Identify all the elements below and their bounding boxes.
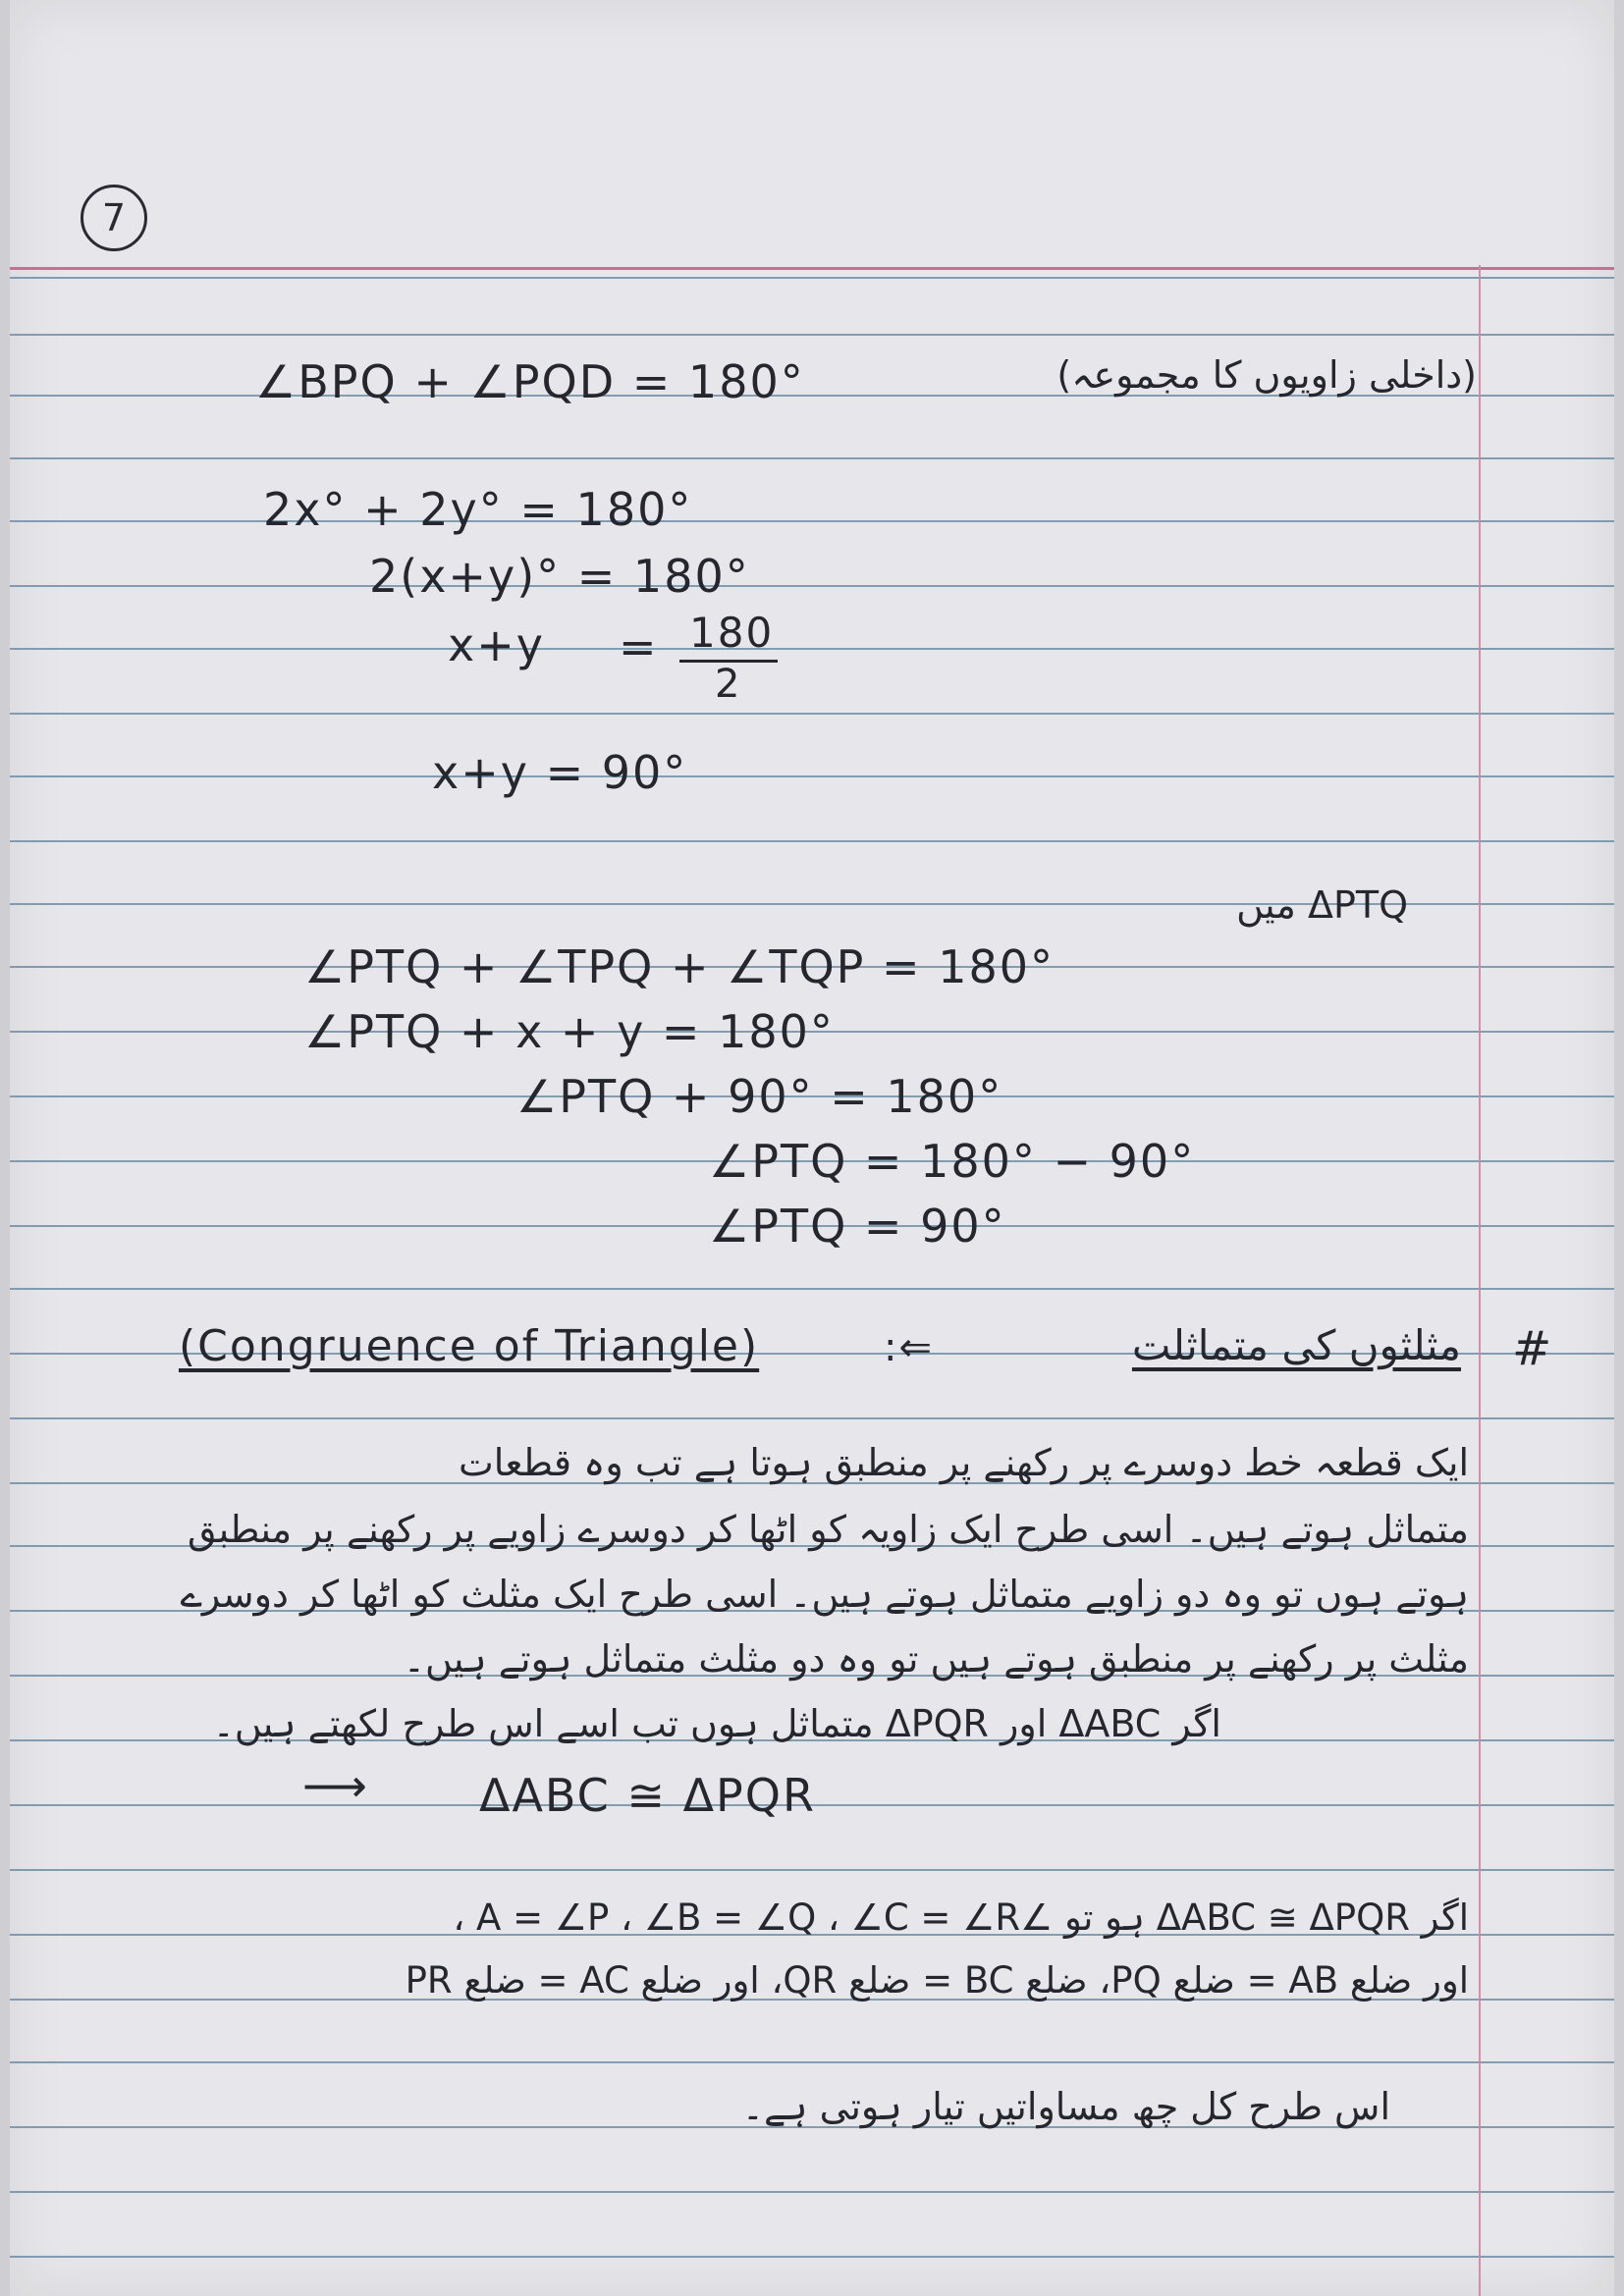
notebook-page bbox=[10, 0, 1614, 2296]
rule-line bbox=[10, 585, 1614, 587]
equation-note: (داخلی زاویوں کا مجموعہ) bbox=[1056, 353, 1477, 397]
equation-equals: = bbox=[619, 620, 659, 673]
margin-line bbox=[1479, 265, 1481, 2296]
equation-lhs: x+y bbox=[448, 618, 545, 671]
header-rule bbox=[10, 267, 1614, 270]
paragraph-line: ہوتے ہوں تو وہ دو زاویے متماثل ہوتے ہیں۔ اسی طرح ایک مثلث کو اٹھا کر دوسرے bbox=[180, 1573, 1469, 1616]
equation-line: 2x° + 2y° = 180° bbox=[263, 483, 693, 536]
sides-line: اور ضلع AB = ضلع PQ، ضلع BC = ضلع QR، اور ضلع AC = ضلع PR bbox=[405, 1959, 1469, 2002]
congruence-statement: ΔABC ≅ ΔPQR bbox=[479, 1769, 816, 1822]
rule-line bbox=[10, 713, 1614, 715]
arrow-icon: ⟶ bbox=[302, 1759, 367, 1812]
heading-urdu: مثلثوں کی متماثلت bbox=[1131, 1321, 1461, 1369]
heading-english: (Congruence of Triangle) bbox=[179, 1321, 760, 1371]
heading-separator: :⇐ bbox=[884, 1325, 934, 1370]
rule-line bbox=[10, 457, 1614, 459]
rule-line bbox=[10, 520, 1614, 522]
fraction-numerator: 180 bbox=[689, 609, 775, 657]
rule-line bbox=[10, 1869, 1614, 1871]
equation-line: ∠PTQ + ∠TPQ + ∠TQP = 180° bbox=[304, 940, 1056, 993]
if-line: اگر ΔABC ≅ ΔPQR ہو تو ∠A = ∠P ، ∠B = ∠Q ، ∠C = ∠R ، bbox=[453, 1896, 1469, 1939]
rule-line bbox=[10, 2061, 1614, 2063]
rule-line bbox=[10, 775, 1614, 777]
rule-line bbox=[10, 840, 1614, 842]
equation-line: 2(x+y)° = 180° bbox=[369, 550, 750, 603]
paragraph-line: متماثل ہوتے ہیں۔ اسی طرح ایک زاویہ کو اٹھا کر دوسرے زاویے پر رکھنے پر منطبق bbox=[187, 1508, 1469, 1551]
page-number: 7 bbox=[81, 185, 147, 251]
triangle-note: ΔPTQ میں bbox=[1236, 883, 1408, 927]
closing-line: اس طرح کل چھ مساواتیں تیار ہوتی ہے۔ bbox=[741, 2085, 1390, 2128]
rule-line bbox=[10, 648, 1614, 650]
equation-line: ∠PTQ = 180° − 90° bbox=[709, 1135, 1196, 1188]
equation-line: ∠PTQ + x + y = 180° bbox=[304, 1005, 835, 1058]
equation-line: ∠PTQ = 90° bbox=[709, 1200, 1006, 1253]
fraction-denominator: 2 bbox=[715, 662, 742, 707]
equation-line: x+y = 90° bbox=[432, 746, 688, 799]
paragraph-line: مثلث پر رکھنے پر منطبق ہوتے ہیں تو وہ دو مثلث متماثل ہوتے ہیں۔ bbox=[403, 1637, 1469, 1681]
rule-line bbox=[10, 1417, 1614, 1419]
rule-line bbox=[10, 2191, 1614, 2193]
rule-line bbox=[10, 334, 1614, 336]
rule-line bbox=[10, 1288, 1614, 1290]
rule-line bbox=[10, 2256, 1614, 2258]
equation-line: ∠BPQ + ∠PQD = 180° bbox=[255, 355, 805, 408]
rule-line bbox=[10, 277, 1614, 279]
paragraph-line: ایک قطعہ خط دوسرے پر رکھنے پر منطبق ہوتا ہے تب وہ قطعات bbox=[459, 1441, 1469, 1484]
heading-hash: # bbox=[1512, 1321, 1554, 1376]
condition-line: اگر ΔABC اور ΔPQR متماثل ہوں تب اسے اس طرح لکھتے ہیں۔ bbox=[212, 1702, 1221, 1745]
equation-line: ∠PTQ + 90° = 180° bbox=[516, 1070, 1003, 1123]
